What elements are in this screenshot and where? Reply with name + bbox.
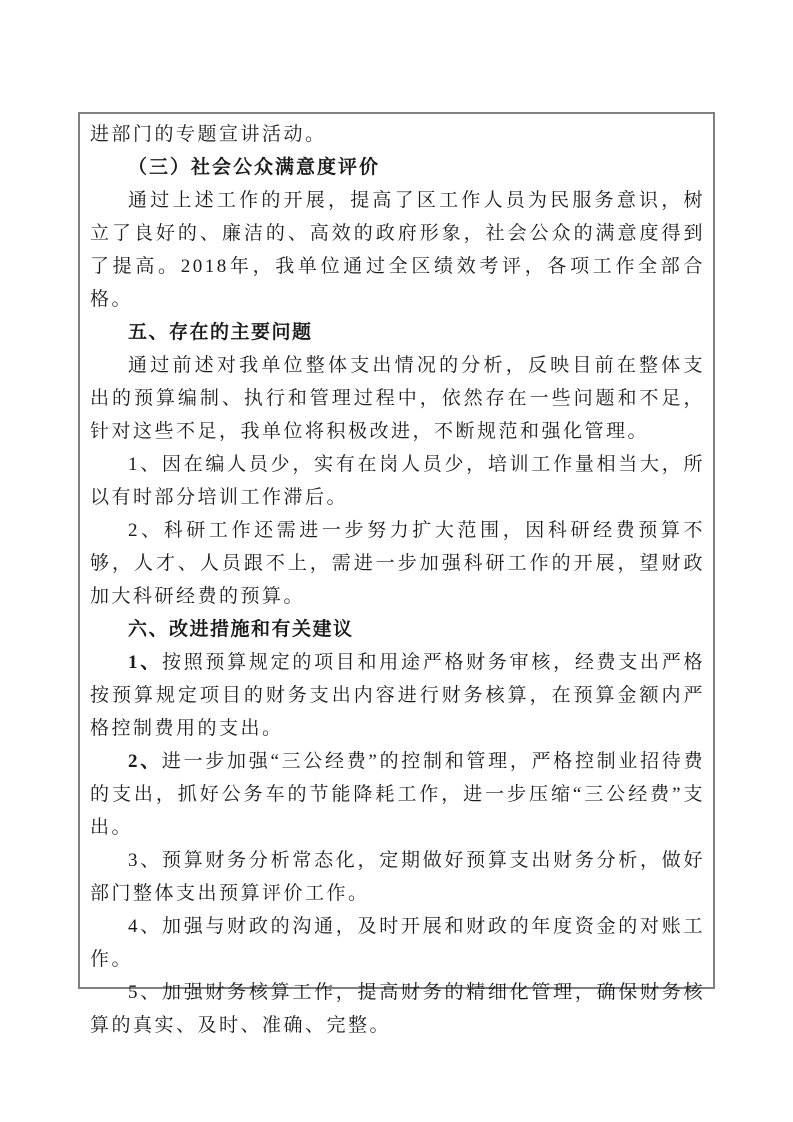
- list-item: [90, 448, 705, 514]
- section-heading-sub: [90, 151, 705, 184]
- paragraph-text: 4、加强与财政的沟通，及时开展和财政的年度资金的对账工作。: [90, 916, 705, 970]
- paragraph-text: 2、科研工作还需进一步努力扩大范围，因科研经费预算不够，人才、人员跟不上，需进一步加强科研工作的开展，望财政加大科研经费的预算。: [90, 520, 705, 607]
- paragraph-text: 进一步加强“三公经费”的控制和管理，严格控制业招待费的支出，抓好公务车的节能降耗工作，进一步压缩“三公经费”支出。: [90, 751, 705, 838]
- paragraph-text: 通过前述对我单位整体支出情况的分析，反映目前在整体支出的预算编制、执行和管理过程中，依然存在一些问题和不足，针对这些不足，我单位将积极改进，不断规范和强化管理。: [90, 355, 705, 442]
- list-item: [90, 514, 705, 613]
- paragraph-text: 3、预算财务分析常态化，定期做好预算支出财务分析，做好部门整体支出预算评价工作。: [90, 850, 705, 904]
- section-heading-five: [90, 316, 705, 349]
- list-item: [90, 646, 705, 745]
- list-item: [90, 745, 705, 844]
- paragraph-text: 1、因在编人员少，实有在岗人员少，培训工作量相当大，所以有时部分培训工作滞后。: [90, 454, 705, 508]
- paragraph-text: 通过上述工作的开展，提高了区工作人员为民服务意识，树立了良好的、廉洁的、高效的政府形象，社会公众的满意度得到了提高。2018年，我单位通过全区绩效考评，各项工作全部合格。: [90, 190, 705, 310]
- item-number: 1、: [128, 652, 162, 673]
- item-number: 2、: [128, 751, 162, 772]
- paragraph: [90, 184, 705, 316]
- list-item: [90, 976, 705, 1042]
- paragraph-text: 5、加强财务核算工作，提高财务的精细化管理，确保财务核算的真实、及时、准确、完整。: [90, 982, 705, 1036]
- list-item: [90, 844, 705, 910]
- heading-text: 六、改进措施和有关建议: [128, 619, 354, 640]
- paragraph-text: 进部门的专题宣讲活动。: [90, 124, 327, 145]
- section-heading-six: [90, 613, 705, 646]
- paragraph: [90, 349, 705, 448]
- paragraph-text: 按照预算规定的项目和用途严格财务审核，经费支出严格按预算规定项目的财务支出内容进行财务核算，在预算金额内严格控制费用的支出。: [90, 652, 705, 739]
- heading-text: （三）社会公众满意度评价: [128, 157, 381, 178]
- list-item: [90, 910, 705, 976]
- paragraph-continuation: [90, 118, 705, 151]
- heading-text: 五、存在的主要问题: [128, 322, 313, 343]
- table-cell-frame: [78, 112, 715, 1036]
